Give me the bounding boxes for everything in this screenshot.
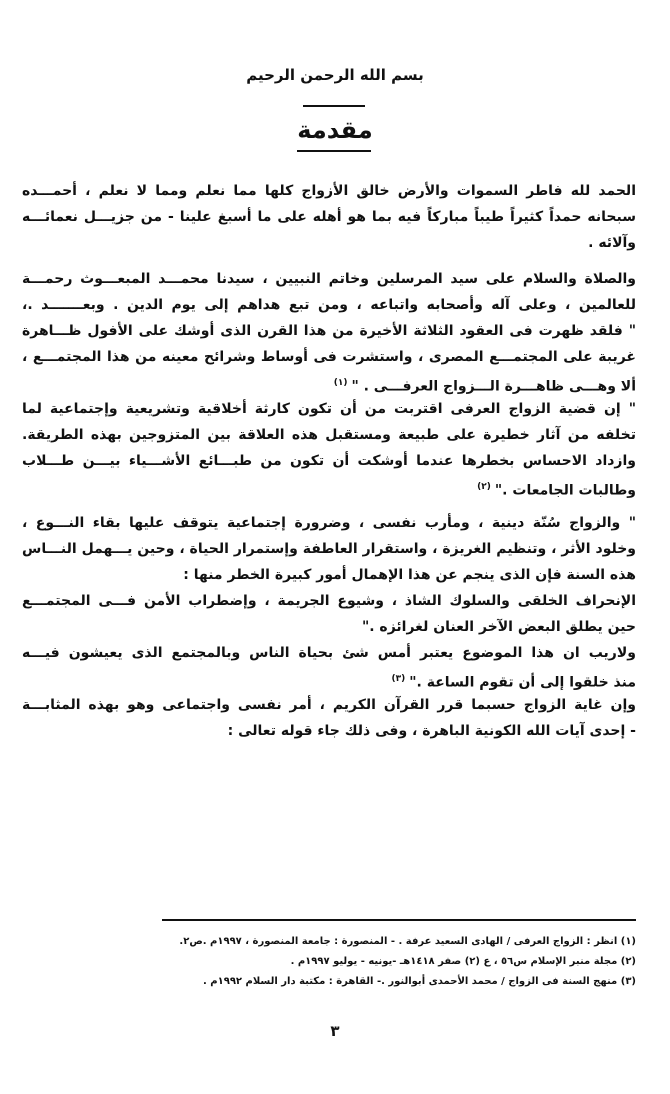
text-line-content: الحمد لله فاطر السموات والأرض خالق الأزواج كلها مما نعلم ومما لا نعلم ، أحمـــده <box>22 183 636 199</box>
text-line <box>22 318 636 344</box>
text-line-content: وازداد الاحساس بخطرها عندما أوشكت أن تكون من طبـــائع الأشـــياء بيـــن طـــلاب <box>22 453 636 469</box>
text-line-content: غريبة على المجتمـــع المصرى ، واستشرت فى أوساط وشرائح معينه من هذا المجتمـــع ، <box>22 349 636 365</box>
text-line <box>22 562 636 588</box>
footnote-item: (٢) مجلة منبر الإسلام س٥٦ ، ع (٢) صفر ١٤١٨هـ -يونيه - يوليو ١٩٩٧م . <box>290 956 636 967</box>
text-line <box>22 718 636 744</box>
footnotes <box>36 932 636 992</box>
text-line-content: تخلفه من آثار خطيرة على طبيعة ومستقبل هذه العلاقة بين المتزوجين بهذه الطريقة. <box>22 427 636 443</box>
text-line <box>22 422 636 448</box>
basmala-heading: بسم الله الرحمن الرحيم <box>246 66 424 84</box>
text-line-content: " فلقد ظهرت فى العقود الثلاثة الأخيرة من هذا القرن الذى أوشك على الأفول ظـــاهرة <box>22 323 636 339</box>
text-line <box>22 614 636 640</box>
footnote-separator <box>162 919 636 921</box>
text-line <box>22 640 636 666</box>
text-line <box>22 666 636 692</box>
text-line <box>22 344 636 370</box>
footnote-marker: (٢) <box>477 482 491 492</box>
text-line-content: منذ خلقوا إلى أن تقوم الساعة ." <box>409 674 636 691</box>
text-line <box>22 178 636 204</box>
text-line-content: ولاريب ان هذا الموضوع يعتبر أمس شئ بحياة الناس وبالمجتمع الذى يعيشون فيـــه <box>22 645 636 661</box>
footnote-marker: (٣) <box>391 674 406 684</box>
text-line <box>22 266 636 292</box>
text-line <box>22 370 636 396</box>
text-line <box>22 536 636 562</box>
text-line-content: حين يطلق البعض الآخر العنان لغرائزه ." <box>361 619 636 635</box>
text-line-content: وخلود الأثر ، وتنظيم الغريزة ، واستقرار العاطفة وإستمرار الحياة ، وحين يـــهمل النـــاس <box>22 541 636 557</box>
text-line-content: " والزواج سُنّة دينية ، ومأرب نفسى ، وضرورة إجتماعية يتوقف عليها بقاء النـــوع ، <box>22 515 636 531</box>
text-line-content: وآلائه . <box>588 235 636 251</box>
text-line-content: سبحانه حمداً كثيراً طيباً مباركاً فيه بما هو أهله على ما أسبغ علينا - من جزيـــل نعمائـــه <box>22 209 636 225</box>
footnote-item: (٣) منهج السنة فى الزواج / محمد الأحمدى أبوالنور .- القاهرة : مكتبة دار السلام ١٩٩٢م . <box>203 976 636 987</box>
text-line-content: للعالمين ، وعلى آله وأصحابه واتباعه ، ومن تبع هداهم إلى يوم الدين . وبعـــــــد .، <box>22 297 636 313</box>
page-number: ٣ <box>330 1022 340 1040</box>
title-top-rule <box>303 105 365 107</box>
text-line <box>22 204 636 230</box>
paragraph-gap <box>22 500 636 510</box>
text-line <box>22 588 636 614</box>
body-text <box>22 178 636 744</box>
text-line-content: ألا وهـــى ظاهـــرة الـــزواج العرفـــى . " <box>351 378 636 395</box>
text-line <box>22 474 636 500</box>
title-underline <box>297 150 371 152</box>
text-line-content: والصلاة والسلام على سيد المرسلين وخاتم النبيين ، سيدنا محمـــد المبعـــوث رحمـــة <box>22 271 636 287</box>
text-line <box>22 396 636 422</box>
text-line <box>22 292 636 318</box>
text-line <box>22 448 636 474</box>
text-line-content: هذه السنة فإن الذى ينجم عن هذا الإهمال أمور كبيرة الخطر منها : <box>183 567 636 583</box>
footnote-item: (١) انظر : الزواج العرفى / الهادى السعيد عرفة . - المنصورة : جامعة المنصورة ، ١٩٩٧م .ص٢. <box>179 936 636 947</box>
text-line-content: " إن قضية الزواج العرفى اقتربت من أن تكون كارثة أخلاقية وتشريعية وإجتماعية لما <box>22 401 636 417</box>
text-line-content: وطالبات الجامعات ." <box>494 482 636 499</box>
text-line <box>22 510 636 536</box>
text-line-content: وإن غاية الزواج حسبما قرر القرآن الكريم ، أمر نفسى واجتماعى وهو بهذه المثابـــة <box>22 697 636 713</box>
text-line-content: الإنحراف الخلقى والسلوك الشاذ ، وشيوع الجريمة ، وإضطراب الأمن فـــى المجتمـــع <box>22 593 636 609</box>
text-line <box>22 230 636 256</box>
text-line-content: - إحدى آيات الله الكونية الباهرة ، وفى ذلك جاء قوله تعالى : <box>227 723 636 739</box>
page-title: مقدمة <box>297 116 373 144</box>
footnote-marker: (١) <box>333 378 348 388</box>
text-line <box>22 692 636 718</box>
paragraph-gap <box>22 256 636 266</box>
